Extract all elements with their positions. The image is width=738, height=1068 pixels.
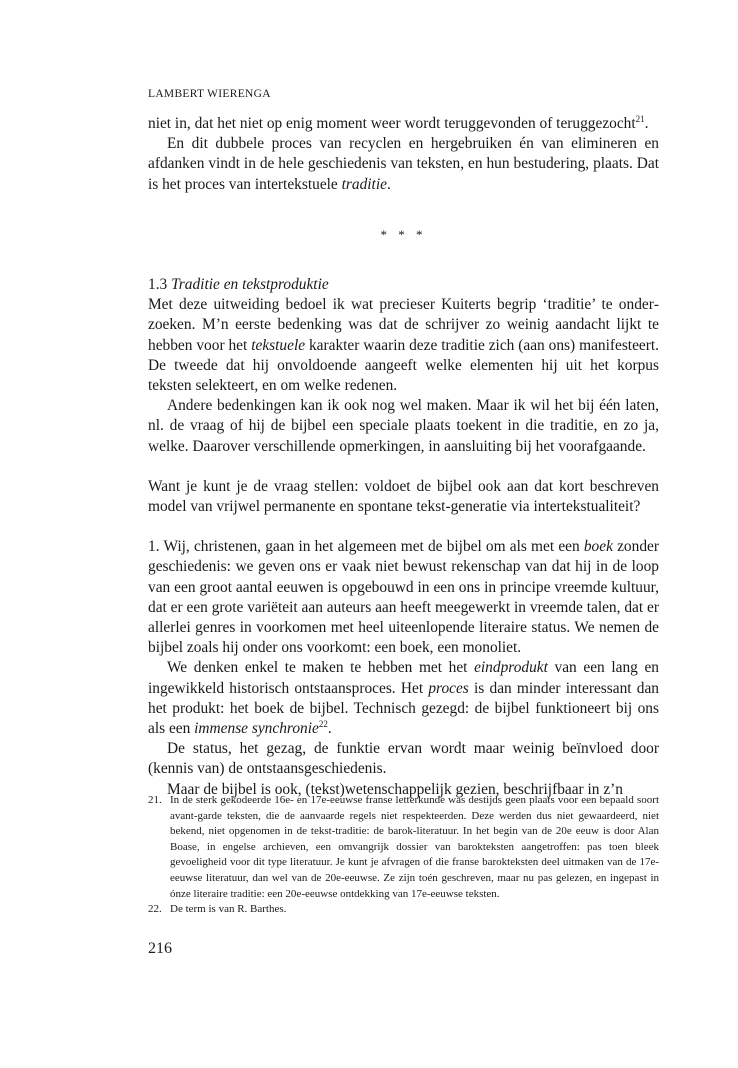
emphasis: tekstuele <box>251 336 306 354</box>
body-text-top <box>148 114 659 195</box>
paragraph-text: En dit dubbele proces van recyclen en hergebruiken én van elimineren en afdanken vindt in de hele geschiedenis van teksten, en hun bestudering, plaats. Dat is het proces van intertekstuele <box>148 135 659 193</box>
page-number: 216 <box>148 940 172 957</box>
paragraph-text: We denken enkel te maken te hebben met het <box>167 659 475 677</box>
paragraph <box>148 537 659 658</box>
footnote-ref-22[interactable]: 22 <box>318 719 328 730</box>
punctuation: . <box>644 115 649 132</box>
punctuation: . <box>327 720 332 738</box>
paragraph-text: karakter waarin deze traditie zich (aan ons) manifesteert. De tweede dat hij onvoldoende aangeeft welke elementen hij uit het korpus teksten selekteert, en om welke redenen. <box>148 336 659 395</box>
section-heading <box>148 275 659 295</box>
section-title: Traditie en tekstproduktie <box>171 276 329 293</box>
section-separator: * * * <box>380 227 427 242</box>
punctuation: . <box>386 175 391 193</box>
footnote-21 <box>148 793 659 902</box>
paragraph-text: 1. Wij, christenen, gaan in het algemeen met de bijbel om als met een <box>148 538 584 556</box>
paragraph-text: Met deze uitweiding bedoel ik wat precieser Kuiterts begrip ‘traditie’ te onderzoeken. M’n eerste bedenking was dat de schrijver zo weinig aandacht lijkt te hebben voor het <box>148 296 659 354</box>
paragraph <box>148 658 659 739</box>
paragraph-text: zonder geschiedenis: we geven ons er vaak niet bewust rekenschap van dat hij in de loop van een groot aantal eeuwen is opgebouwd in een ons in principe vreemde kultuur, dat er een grote variëteit aan auteurs aan heeft meegewerkt in vreemde talen, dat er allerlei genres in voorkomen met heel uiteenlopende literaire status. We nemen de bijbel zoals hij onder ons voorkomt: een boek, een monoliet. <box>148 538 659 657</box>
emphasis: boek <box>583 538 613 556</box>
emphasis: eindprodukt <box>474 659 548 677</box>
paragraph: Andere bedenkingen kan ik ook nog wel maken. Maar ik wil het bij één laten, nl. de vraag of hij de bijbel een speciale plaats toekent in die traditie, en zo ja, welke. Daarover verschillende opmerkingen, in aansluiting bij het voorafgaande. <box>148 397 659 455</box>
body-text-section <box>148 275 659 800</box>
footnote-22 <box>148 902 659 918</box>
emphasis: proces <box>428 679 469 697</box>
footnotes <box>148 793 659 918</box>
footnote-number: 21. <box>148 794 162 806</box>
running-head: LAMBERT WIERENGA <box>148 88 271 100</box>
paragraph-text: van een lang en ingewikkeld historisch ontstaansproces. Het <box>148 659 659 697</box>
emphasis: immense synchronie <box>194 720 319 738</box>
footnote-text: De term is van R. Barthes. <box>170 903 287 916</box>
emphasis: traditie <box>341 175 387 193</box>
paragraph: Maar de bijbel is ook, (tekst)wetenschappelijk gezien, beschrijfbaar in z’n <box>167 780 623 798</box>
paragraph <box>148 134 659 195</box>
paragraph-text: is dan minder interessant dan het produkt: het boek de bijbel. Technisch gezegd: de bijbel funktioneert bij ons als een <box>148 679 660 738</box>
footnote-text: In de sterk gekodeerde 16e- en 17e-eeuwse franse letterkunde was destijds geen plaats voor een bepaald soort avant-garde teksten, die de aanvaarde regels niet respekteerden. Deze werden dus niet gewaardeerd, niet bekend, niet opgenomen in de tekst-traditie: de barok-literatuur. In het begin van de 20e eeuw is door Alan Boase, in engelse archieven, een omvangrijk dossier van barokteksten aangetroffen: pas toen bleek gevoeligheid voor dit type literatuur. Je kunt je afvragen of die franse barokteksten deel uitmaken van de 17e-eeuwse literatuur, dan wel van de 20e-eeuwse. Ze zijn toén geschreven, maar nu pas gelezen, en ingepast in ónze literaire traditie: een 20e-eeuwse ontdekking van 17e-eeuwse teksten. <box>170 794 659 900</box>
footnote-number: 22. <box>148 903 162 916</box>
paragraph: De status, het gezag, de funktie ervan wordt maar weinig beïnvloed door (kennis van) de ontstaansgeschiedenis. <box>148 740 659 778</box>
section-number: 1.3 <box>148 276 172 293</box>
paragraph <box>148 295 659 396</box>
footnote-ref-21[interactable]: 21 <box>635 114 645 124</box>
paragraph-continuation <box>148 114 659 134</box>
paragraph-text: niet in, dat het niet op enig moment weer wordt teruggevonden of teruggezocht <box>148 115 636 132</box>
paragraph: Want je kunt je de vraag stellen: voldoet de bijbel ook aan dat kort beschreven model van vrijwel permanente en spontane tekst-generatie via intertekstualiteit? <box>148 477 659 516</box>
